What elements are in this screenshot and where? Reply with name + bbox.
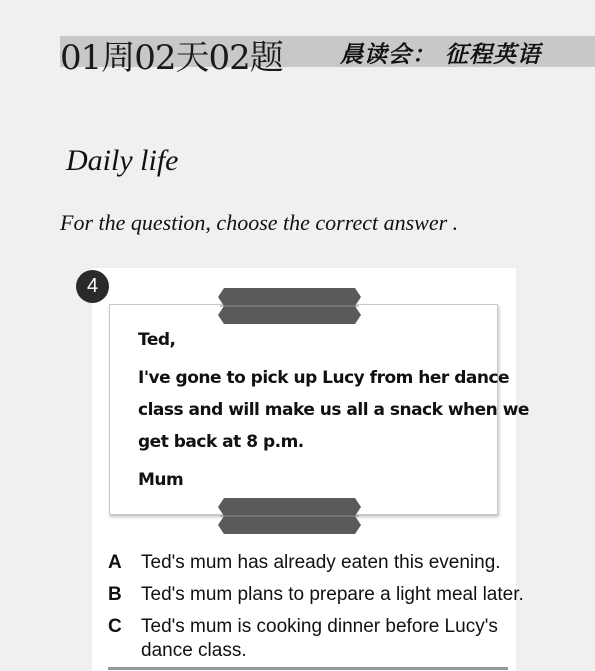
option-text: Ted's mum is cooking dinner before Lucy's [141, 616, 498, 637]
option-letter: A [108, 552, 122, 573]
bottom-divider [108, 667, 508, 670]
brand-title: 晨读会： 征程英语 [340, 41, 542, 68]
note-line: get back at 8 p.m. [138, 432, 304, 452]
option-text: Ted's mum has already eaten this evening. [141, 552, 501, 573]
tape-top-icon [218, 288, 361, 324]
option-text: Ted's mum plans to prepare a light meal later. [141, 584, 524, 605]
question-number-badge: 4 [76, 270, 109, 303]
note-line: class and will make us all a snack when we [138, 400, 529, 420]
option-letter: B [108, 584, 122, 605]
section-title: Daily life [66, 144, 179, 177]
option-letter: C [108, 616, 122, 637]
note-signature: Mum [138, 470, 184, 490]
instruction: For the question, choose the correct answer . [60, 210, 459, 235]
week-title: 01周02天02题 [60, 38, 283, 78]
note-line: I've gone to pick up Lucy from her dance [138, 368, 510, 388]
header-white-left [0, 36, 60, 67]
tape-bottom-icon [218, 498, 361, 534]
option-text-continued: dance class. [141, 640, 247, 661]
note-greeting: Ted, [138, 330, 176, 350]
